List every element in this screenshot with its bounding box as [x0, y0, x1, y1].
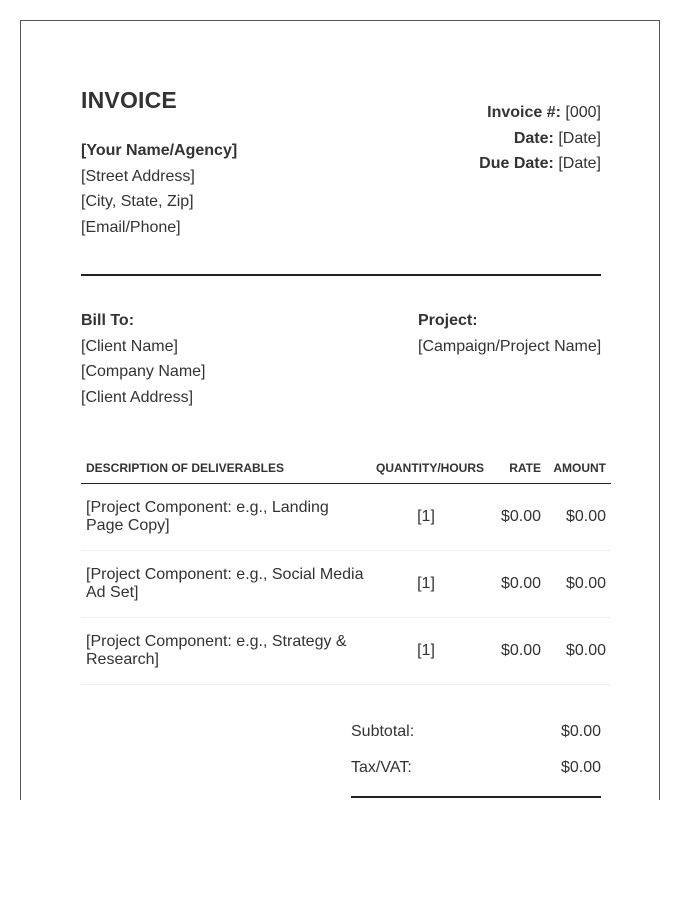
project-name: [Campaign/Project Name]: [418, 337, 602, 355]
header-description: DESCRIPTION OF DELIVERABLES: [81, 453, 371, 484]
row-rate: $0.00: [481, 484, 546, 551]
row-quantity: [1]: [371, 618, 481, 685]
tax-value: $0.00: [560, 759, 601, 776]
row-rate: $0.00: [481, 551, 546, 618]
table-row: [81, 484, 611, 551]
due-date-row: [479, 151, 601, 177]
subtotal-label: Subtotal:: [351, 723, 415, 740]
table-header-row: [81, 453, 611, 484]
row-description: [Project Component: e.g., Social Media Ad Set]: [81, 551, 371, 618]
invoice-date-row: [479, 126, 601, 152]
invoice-number-label: Invoice #:: [487, 104, 561, 121]
sender-city: [City, State, Zip]: [81, 193, 194, 211]
header-rate: RATE: [481, 453, 546, 484]
row-amount: $0.00: [546, 551, 611, 618]
invoice-page: [20, 20, 660, 800]
invoice-meta: [479, 100, 601, 177]
totals-block: [351, 721, 601, 793]
tax-label: Tax/VAT:: [351, 759, 412, 776]
deliverables-table: [81, 453, 611, 685]
due-date-label: Due Date:: [479, 155, 554, 173]
due-date-value: [Date]: [558, 155, 601, 173]
bill-to-label: Bill To:: [81, 312, 135, 329]
tax-row: [351, 757, 601, 793]
client-address: [Client Address]: [81, 389, 194, 407]
project-block: [418, 308, 601, 359]
row-amount: $0.00: [546, 618, 611, 685]
sender-name: [Your Name/Agency]: [81, 142, 238, 159]
invoice-title: INVOICE: [81, 87, 177, 113]
invoice-number-row: [479, 100, 601, 126]
invoice-date-label: Date:: [513, 129, 554, 147]
table-row: [81, 618, 611, 685]
subtotal-value: $0.00: [560, 723, 601, 740]
table-row: [81, 551, 611, 618]
subtotal-row: [351, 721, 601, 757]
project-label: Project:: [418, 312, 478, 329]
sender-street: [Street Address]: [81, 167, 195, 185]
sender-contact: [Email/Phone]: [81, 219, 181, 237]
row-quantity: [1]: [371, 484, 481, 551]
totals-divider: [351, 796, 601, 798]
header-divider: [81, 274, 601, 276]
header-amount: AMOUNT: [546, 453, 611, 484]
row-description: [Project Component: e.g., Landing Page Copy]: [81, 484, 371, 551]
sender-block: [81, 138, 237, 241]
client-name: [Client Name]: [81, 337, 178, 355]
bill-to-block: [81, 308, 206, 411]
header-quantity: QUANTITY/HOURS: [371, 453, 481, 484]
row-amount: $0.00: [546, 484, 611, 551]
company-name: [Company Name]: [81, 363, 206, 381]
row-quantity: [1]: [371, 551, 481, 618]
row-rate: $0.00: [481, 618, 546, 685]
row-description: [Project Component: e.g., Strategy & Research]: [81, 618, 371, 685]
invoice-number-value: [000]: [565, 104, 601, 121]
invoice-date-value: [Date]: [558, 129, 601, 147]
